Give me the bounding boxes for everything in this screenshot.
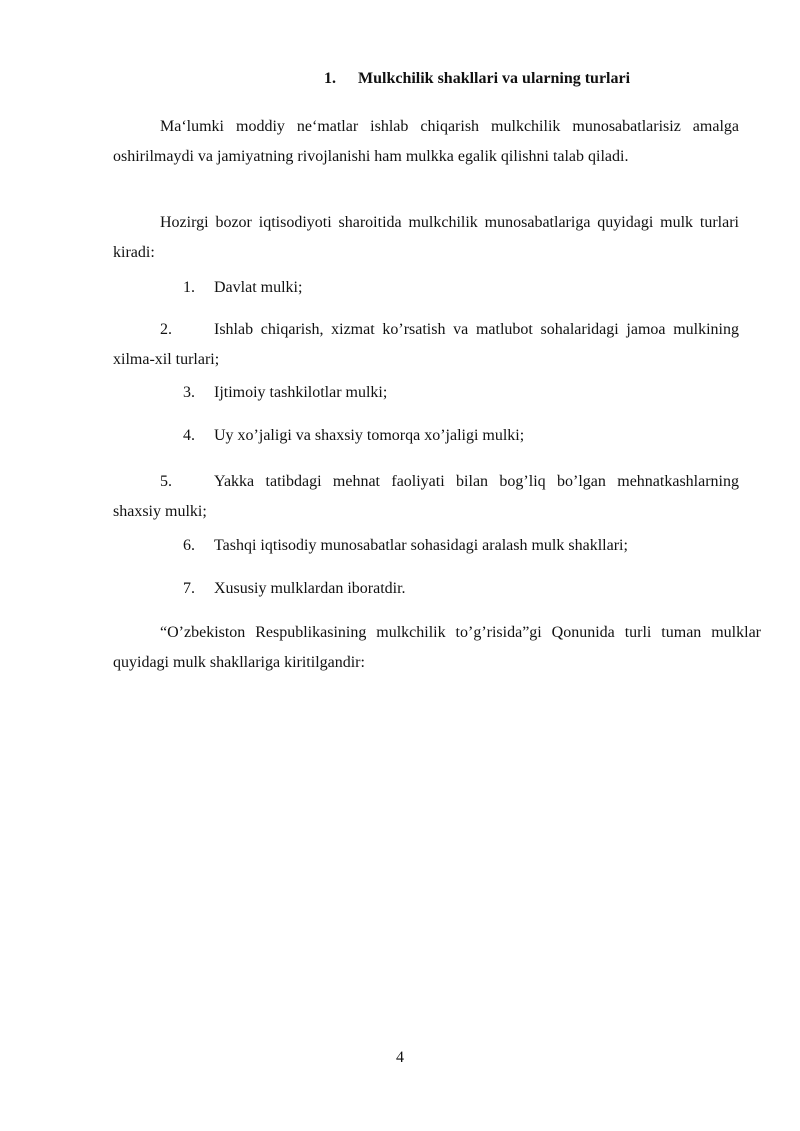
list-item xyxy=(113,378,739,408)
list-item xyxy=(113,574,739,604)
list-item-number: 4. xyxy=(183,427,195,444)
list-item xyxy=(113,531,739,561)
list-item xyxy=(113,421,739,451)
list-item xyxy=(113,315,739,375)
section-number: 1. xyxy=(324,70,336,87)
page-number: 4 xyxy=(396,1049,404,1066)
list-item-text: Ijtimoiy tashkilotlar mulki; xyxy=(214,384,388,401)
list-item-number: 3. xyxy=(183,384,195,401)
list-item-number: 2. xyxy=(160,321,172,338)
section-heading xyxy=(324,70,630,88)
list-item-number: 1. xyxy=(183,279,195,296)
list-item-text: Uy xo’jaligi va shaxsiy tomorqa xo’jaligi mulki; xyxy=(214,427,525,444)
section-title: Mulkchilik shakllari va ularning turlari xyxy=(358,70,631,87)
list-item-text: Yakka tatibdagi mehnat faoliyati bilan bog’liq bo’lgan mehnatkashlarning shaxsiy mulki; xyxy=(113,473,739,520)
law-paragraph: “O’zbekiston Respublikasining mulkchilik to’g’risida”gi Qonunida turli tuman mulklar quyidagi mulk shakllariga kiritilgandir: xyxy=(113,624,761,671)
list-item-text: Tashqi iqtisodiy munosabatlar sohasidagi aralash mulk shakllari; xyxy=(214,537,628,554)
list-item xyxy=(113,467,739,527)
list-item xyxy=(113,273,739,303)
list-item-text: Davlat mulki; xyxy=(214,279,303,296)
types-intro-paragraph: Hozirgi bozor iqtisodiyoti sharoitida mulkchilik munosabatlariga quyidagi mulk turlari kiradi: xyxy=(113,214,739,261)
list-item-number: 5. xyxy=(160,473,172,490)
intro-paragraph: Ma‘lumki moddiy ne‘matlar ishlab chiqarish mulkchilik munosabatlarisiz amalga oshirilmaydi va jamiyatning rivojlanishi ham mulkka egalik qilishni talab qiladi. xyxy=(113,118,739,165)
list-item-number: 7. xyxy=(183,580,195,597)
list-item-text: Ishlab chiqarish, xizmat ko’rsatish va matlubot sohalaridagi jamoa mulkining xilma-xil turlari; xyxy=(113,321,739,368)
list-item-text: Xususiy mulklardan iboratdir. xyxy=(214,580,406,597)
list-item-number: 6. xyxy=(183,537,195,554)
